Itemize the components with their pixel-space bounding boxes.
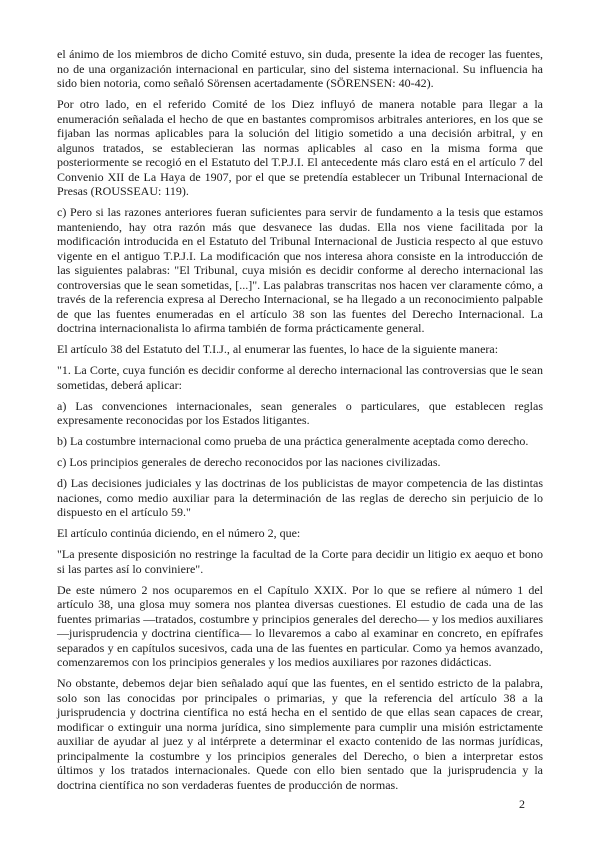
list-item-b: b) La costumbre internacional como prueba de una práctica generalmente aceptada como derecho. [57,434,529,448]
paragraph: el ánimo de los miembros de dicho Comité estuvo, sin duda, presente la idea de recoger las fuentes, no de una organización internacional en particular, sino del sistema internacional. Su influencia ha sido bien notoria, como señaló Sörensen acertadamente (SÖRENSEN: 40-42). [57,47,543,90]
paragraph: El artículo 38 del Estatuto del T.I.J., al enumerar las fuentes, lo hace de la siguiente manera: [57,342,499,356]
document-body [57,47,543,799]
quote-paragraph: "La presente disposición no restringe la facultad de la Corte para decidir un litigio ex aequo et bono si las partes así lo conviniere". [57,547,543,576]
list-item-d: d) Las decisiones judiciales y las doctrinas de los publicistas de mayor competencia de las distintas naciones, como medio auxiliar para la determinación de las reglas de derecho sin perjuicio de lo dispuesto en el artículo 59." [57,476,543,519]
paragraph: c) Pero si las razones anteriores fueran suficientes para servir de fundamento a la tesis que estamos manteniendo, hay otra razón más que desvanece las dudas. Ella nos viene facilitada por la modificación introducida en el Estatuto del Tribunal Internacional de Justicia respecto al que estuvo vigente en el antiguo T.P.J.I. La modificación que nos interesa ahora consiste en la introducción de las siguientes palabras: "El Tribunal, cuya misión es decidir conforme al derecho internacional las controversias que le sean sometidas, [...]". Las palabras transcritas nos hacen ver claramente cómo, a través de la referencia expresa al Derecho Internacional, se ha llegado a un reconocimiento palpable de que las fuentes enumeradas en el artículo 38 son las fuentes del Derecho Internacional. La doctrina internacionalista lo afirma también de forma prácticamente general. [57,205,543,335]
paragraph: De este número 2 nos ocuparemos en el Capítulo XXIX. Por lo que se refiere al número 1 del artículo 38, una glosa muy somera nos plantea diversas cuestiones. El estudio de cada una de las fuentes primarias —tratados, costumbre y principios generales del derecho— y los medios auxiliares —jurisprudencia y doctrina científica— lo llevaremos a cabo al examinar en concreto, en epífrafes separados y en capítulos sucesivos, cada una de las fuentes en particular. Como ya hemos avanzado, comenzaremos con los principios generales y los medios auxiliares por razones didácticas. [57,582,543,669]
list-item-c: c) Los principios generales de derecho reconocidos por las naciones civilizadas. [57,455,441,469]
paragraph: No obstante, debemos dejar bien señalado aquí que las fuentes, en el sentido estricto de la palabra, solo son las conocidas por principales o primarias, y que la referencia del artículo 38 a la jurisprudencia y doctrina científica no está hecha en el sentido de que ellas sean capaces de crear, modificar o extinguir una norma jurídica, sino simplemente para cumplir una misión estrictamente auxiliar de ayudar al juez y al intérprete a determinar el exacto contenido de las normas jurídicas, principalmente la costumbre y los principios generales del Derecho, o bien a interpretar estos últimos y los tratados internacionales. Quede con ello bien sentado que la jurisprudencia y la doctrina científica no son verdaderas fuentes de producción de normas. [57,676,543,792]
paragraph: El artículo continúa diciendo, en el número 2, que: [57,526,301,540]
quote-paragraph: "1. La Corte, cuya función es decidir conforme al derecho internacional las controversias que le sean sometidas, deberá aplicar: [57,363,543,392]
page-number: 2 [519,797,525,811]
paragraph: Por otro lado, en el referido Comité de los Diez influyó de manera notable para llegar a la enumeración señalada el hecho de que en bastantes compromisos arbitrales anteriores, en los que se fijaban las normas aplicables para la solución del litigio sometido a una decisión arbitral, y en algunos tratados, se establecieran las normas aplicables al caso en la misma forma que posteriormente se recogió en el Estatuto del T.P.J.I. El antecedente más claro está en el artículo 7 del Convenio XII de La Haya de 1907, por el que se pretendía establecer un Tribunal Internacional de Presas (ROUSSEAU: 119). [57,97,543,198]
list-item-a: a) Las convenciones internacionales, sean generales o particulares, que establecen reglas expresamente reconocidas por los Estados litigantes. [57,398,543,427]
